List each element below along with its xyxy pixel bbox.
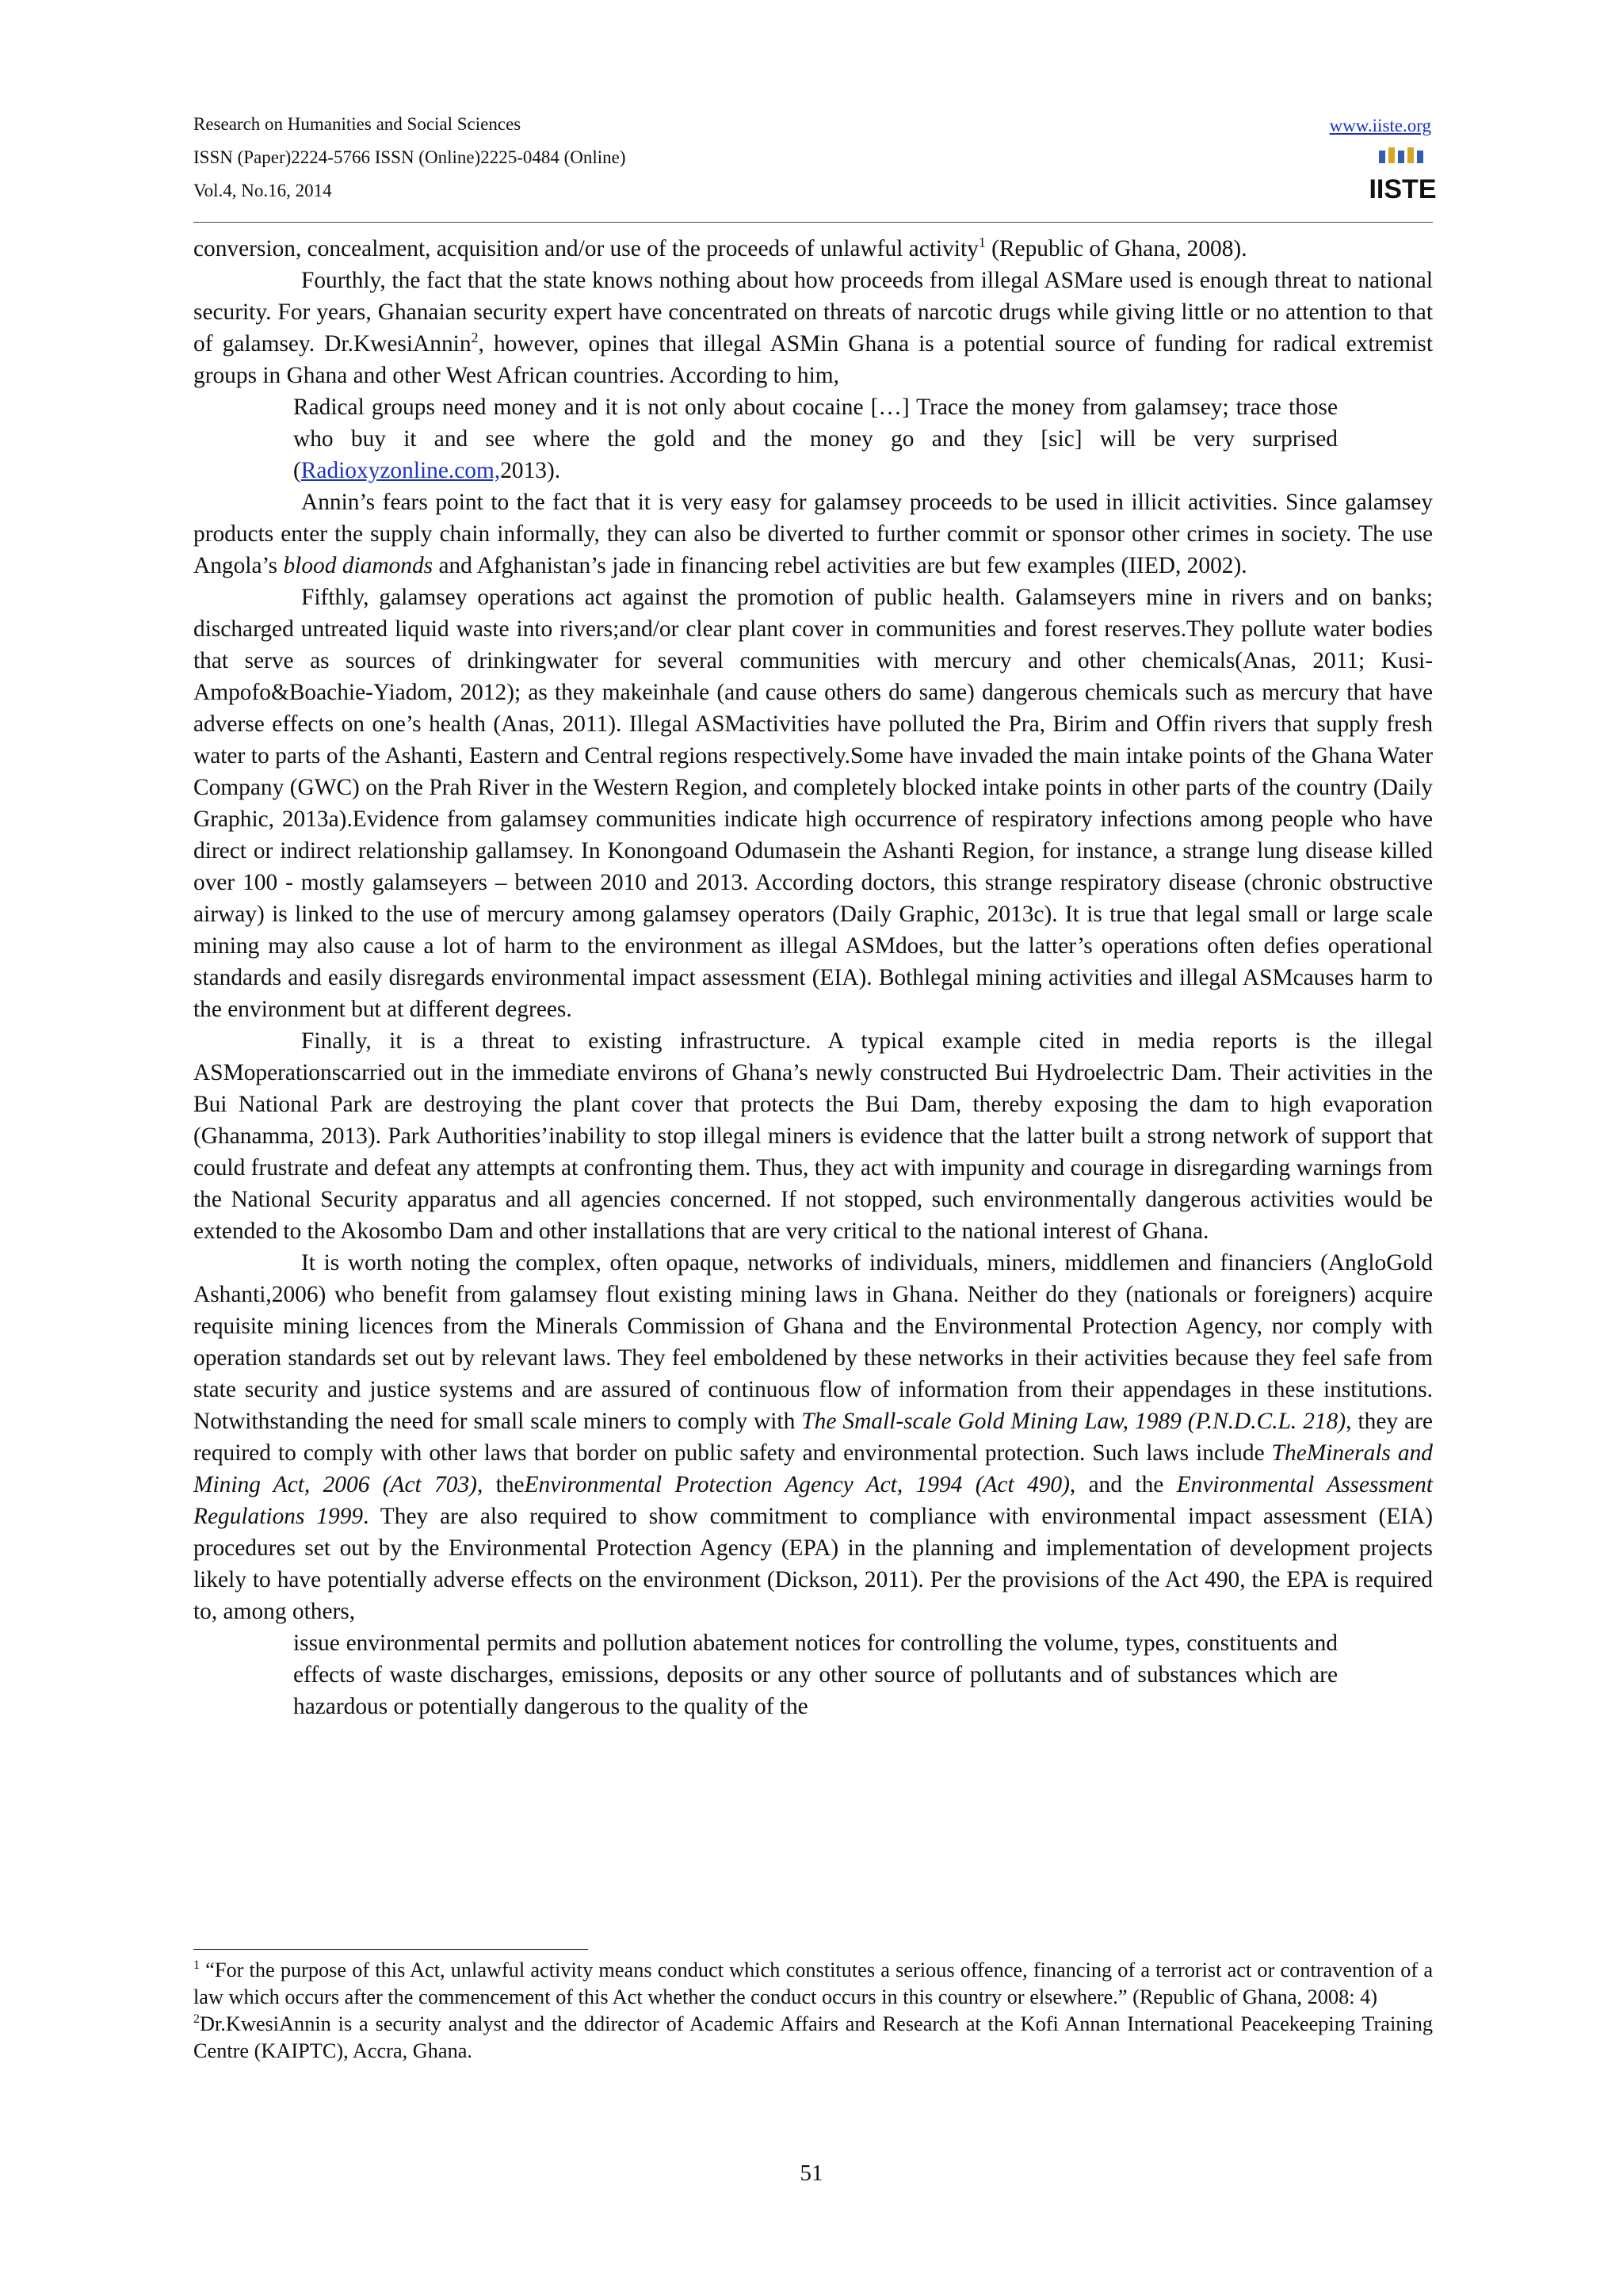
paragraph-continuation: conversion, concealment, acquisition and/or use of the proceeds of unlawful activity$^1$ (Republic of Ghana, 2008). [193, 235, 1247, 261]
footnotes [193, 1957, 1433, 2065]
paragraph-networks: It is worth noting the complex, often opaque, networks of individuals, miners, middlemen and financiers (AngloGold Ashanti,2006) who benefit from galamsey flout existing mining laws in Ghana. Neither do they (nationals or foreigners) acquire requisite mining licences from the Minerals Commission of Ghana and the Environmental Protection Agency, nor comply with operation standards set out by relevant laws. They feel emboldened by these networks in their activities because they feel safe from state security and justice systems and are assured of continuous flow of information from their appendages in these institutions. Notwithstanding the need for small scale miners to comply with The Small-scale Gold Mining Law, 1989 (P.N.D.C.L. 218), they are required to comply with other laws that border on public safety and environmental protection. Such laws include TheMinerals and Mining Act, 2006 (Act 703), theEnvironmental Protection Agency Act, 1994 (Act 490), and the Environmental Assessment Regulations 1999. They are also required to show commitment to compliance with environmental impact assessment (EIA) procedures set out by the Environmental Protection Agency (EPA) in the planning and implementation of development projects likely to have potentially adverse effects on the environment (Dickson, 2011). Per the provisions of the Act 490, the EPA is required to, among others, [193, 1250, 1433, 1624]
paragraph-fifthly: Fifthly, galamsey operations act against the promotion of public health. Galamseyers mine in rivers and on banks; discharged untreated liquid waste into rivers;and/or clear plant cover in communities and forest reserves.They pollute water bodies that serve as sources of drinkingwater for several communities with mercury and other chemicals(Anas, 2011; Kusi-Ampofo&Boachie-Yiadom, 2012); as they makeinhale (and cause others do same) dangerous chemicals such as mercury that have adverse effects on one’s health (Anas, 2011). Illegal ASMactivities have polluted the Pra, Birim and Offin rivers that supply fresh water to parts of the Ashanti, Eastern and Central regions respectively.Some have invaded the main intake points of the Ghana Water Company (GWC) on the Prah River in the Western Region, and completely blocked intake points in other parts of the country (Daily Graphic, 2013a).Evidence from galamsey communities indicate high occurrence of respiratory infections among people who have direct or indirect relationship gallamsey. In Konongoand Odumasein the Ashanti Region, for instance, a strange lung disease killed over 100 - mostly galamseyers – between 2010 and 2013. According doctors, this strange respiratory disease (chronic obstructive airway) is linked to the use of mercury among galamsey operators (Daily Graphic, 2013c). It is true that legal small or large scale mining may also cause a lot of harm to the environment as illegal ASMdoes, but the latter’s operations often defies operational standards and easily disregards environmental impact assessment (EIA). Bothlegal mining activities and illegal ASMcauses harm to the environment but at different degrees. [193, 585, 1433, 1022]
issn-line: ISSN (Paper)2224-5766 ISSN (Online)2225-0484 (Online) [193, 147, 626, 167]
footnote-2: $^2$Dr.KwesiAnnin is a security analyst and the ddirector of Academic Affairs and Research at the Kofi Annan International Peacekeeping Training Centre (KAIPTC), Accra, Ghana. [193, 2012, 1433, 2062]
journal-url-link[interactable]: www.iiste.org [1329, 116, 1431, 135]
article-body [193, 233, 1433, 1722]
iiste-logo [1369, 146, 1437, 204]
paragraph-annin-fears: Annin’s fears point to the fact that it is very easy for galamsey proceeds to be used in illicit activities. Since galamsey products enter the supply chain informally, they can also be diverted to further commit or sponsor other crimes in society. The use Angola’s blood diamonds and Afghanistan’s jade in financing rebel activities are but few examples (IIED, 2002). [193, 490, 1433, 578]
paragraph-finally: Finally, it is a threat to existing infrastructure. A typical example cited in media reports is the illegal ASMoperationscarried out in the immediate environs of Ghana’s newly constructed Bui Hydroelectric Dam. Their activities in the Bui National Park are destroying the plant cover that protects the Bui Dam, thereby exposing the dam to high evaporation (Ghanamma, 2013). Park Authorities’inability to stop illegal miners is evidence that the latter built a strong network of support that could frustrate and defeat any attempts at confronting them. Thus, they act with impunity and courage in disregarding warnings from the National Security apparatus and all agencies concerned. If not stopped, such environmentally dangerous activities would be extended to the Akosombo Dam and other installations that are very critical to the national interest of Ghana. [193, 1028, 1433, 1244]
footnote-divider [193, 1949, 588, 1950]
block-quote-epa: issue environmental permits and pollution abatement notices for controlling the volume, types, constituents and effects of waste discharges, emissions, deposits or any other source of pollutants and of substances which are hazardous or potentially dangerous to the quality of the [293, 1630, 1338, 1719]
block-quote-annin: Radical groups need money and it is not only about cocaine […] Trace the money from galamsey; trace those who buy it and see where the gold and the money go and they [sic] will be very surprised (Radioxyzonline.com,2013). [293, 395, 1338, 483]
header-divider [193, 222, 1433, 223]
journal-title: Research on Humanities and Social Sciences [193, 114, 521, 134]
logo-text: IISTE [1369, 174, 1437, 204]
paragraph-fourthly: Fourthly, the fact that the state knows nothing about how proceeds from illegal ASMare used is enough threat to national security. For years, Ghanaian security expert have concentrated on threats of narcotic drugs while giving little or no attention to that of galamsey. Dr.KwesiAnnin$^2$, however, opines that illegal ASMin Ghana is a potential source of funding for radical extremist groups in Ghana and other West African countries. According to him, [193, 268, 1433, 388]
footnote-ref-1[interactable]: 1 [978, 235, 986, 251]
volume-line: Vol.4, No.16, 2014 [193, 181, 332, 200]
footnote-ref-2[interactable]: 2 [471, 330, 479, 346]
radioxyzonline-link[interactable]: Radioxyzonline.com, [300, 458, 501, 483]
footnote-1: $^1$ “For the purpose of this Act, unlawful activity means conduct which constitutes a serious offence, financing of a terrorist act or contravention of a law which occurs after the commencement of this Act whether the conduct occurs in this country or elsewhere.” (Republic of Ghana, 2008: 4) [193, 1958, 1433, 2008]
page-number: 51 [800, 2161, 823, 2186]
